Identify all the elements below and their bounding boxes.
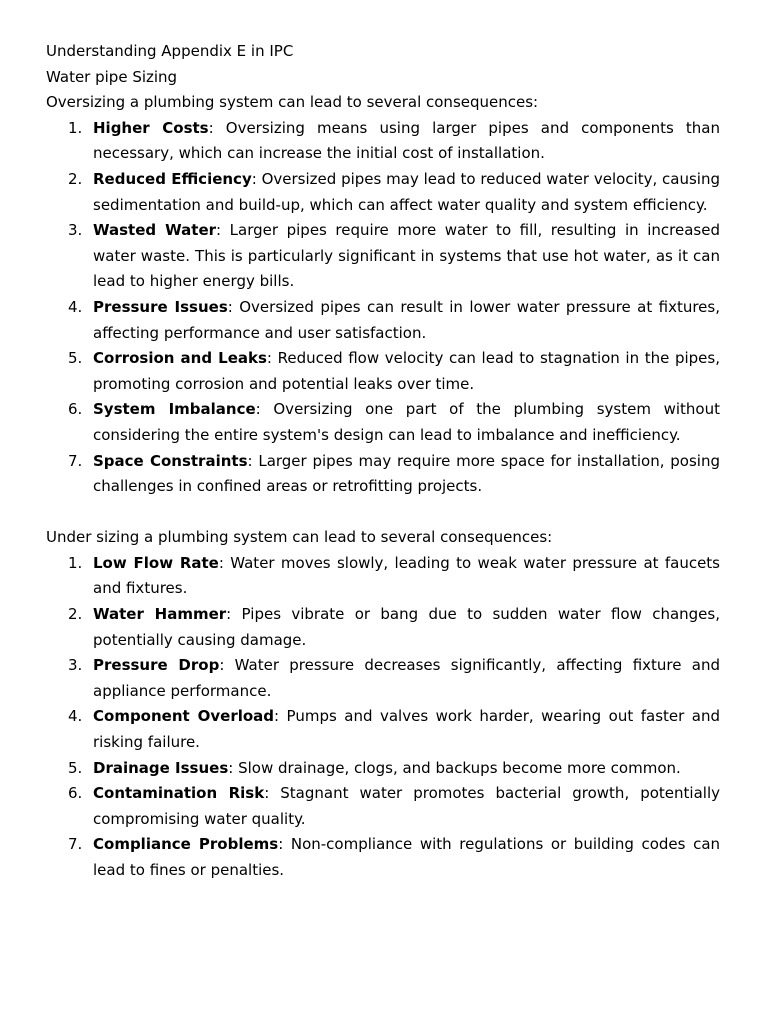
item-number: 6. [68, 784, 83, 803]
item-text: : Oversized pipes can result in lower water pressure at fixtures, affecting performance and user satisfaction. [93, 297, 720, 342]
item-number: 1. [68, 553, 83, 572]
list-item [46, 218, 720, 295]
item-text: : Oversizing one part of the plumbing system without considering the entire system's design can lead to imbalance and inefficiency. [93, 400, 720, 444]
item-term: Space Constraints [93, 451, 248, 470]
item-term: Pressure Drop [93, 656, 220, 675]
list-item [46, 449, 720, 500]
item-text: : Slow drainage, clogs, and backups become more common. [228, 758, 681, 777]
list-item [46, 346, 720, 397]
item-number: 3. [68, 221, 83, 240]
item-term: Low Flow Rate [93, 553, 219, 572]
item-number: 5. [68, 758, 83, 777]
list-item [46, 295, 720, 346]
list-item [46, 781, 720, 832]
item-text: : Pumps and valves work harder, wearing out faster and risking failure. [93, 707, 720, 752]
item-number: 7. [68, 835, 83, 854]
item-term: Contamination Risk [93, 784, 265, 803]
item-term: System Imbalance [93, 400, 256, 419]
list-item [46, 653, 720, 704]
document-title: Understanding Appendix E in IPC [46, 42, 294, 60]
list-item [46, 397, 720, 448]
item-term: Wasted Water [93, 221, 217, 240]
item-number: 7. [68, 451, 83, 470]
item-text: : Reduced flow velocity can lead to stagnation in the pipes, promoting corrosion and potential leaks over time. [93, 349, 720, 393]
item-term: Compliance Problems [93, 835, 279, 854]
undersizing-intro: Under sizing a plumbing system can lead to several consequences: [46, 528, 553, 547]
item-text: : Larger pipes may require more space for installation, posing challenges in confined areas or retrofitting projects. [93, 451, 720, 496]
item-text: : Non-compliance with regulations or building codes can lead to fines or penalties. [93, 835, 721, 879]
item-text: : Pipes vibrate or bang due to sudden water flow changes, potentially causing damage. [93, 605, 720, 649]
item-number: 1. [68, 118, 83, 137]
item-term: Component Overload [93, 707, 275, 726]
item-term: Drainage Issues [93, 758, 229, 777]
item-term: Water Hammer [93, 605, 227, 624]
item-term: Corrosion and Leaks [93, 349, 267, 368]
item-text: : Larger pipes require more water to fill, resulting in increased water waste. This is particularly significant in systems that use hot water, as it can lead to higher energy bills. [93, 221, 720, 291]
item-term: Reduced Efficiency [93, 169, 252, 188]
oversizing-intro: Oversizing a plumbing system can lead to several consequences: [46, 93, 539, 112]
list-item [46, 832, 720, 883]
list-item [46, 704, 720, 755]
item-text: : Stagnant water promotes bacterial growth, potentially compromising water quality. [93, 784, 720, 828]
item-text: : Oversizing means using larger pipes and components than necessary, which can increase the initial cost of installation. [93, 118, 720, 163]
item-number: 3. [68, 656, 83, 675]
undersizing-list [46, 551, 720, 884]
document-page [46, 39, 720, 884]
document-subtitle: Water pipe Sizing [46, 67, 178, 86]
item-number: 2. [68, 605, 83, 624]
section-spacer [46, 500, 720, 526]
item-text: : Water moves slowly, leading to weak water pressure at faucets and fixtures. [93, 553, 720, 598]
list-item [46, 602, 720, 653]
item-number: 4. [68, 707, 83, 726]
list-item [46, 116, 720, 167]
item-text: : Water pressure decreases significantly, affecting fixture and appliance performance. [93, 656, 720, 700]
item-number: 4. [68, 297, 83, 316]
list-item [46, 756, 720, 782]
item-number: 6. [68, 400, 83, 419]
item-term: Higher Costs [93, 118, 209, 137]
item-term: Pressure Issues [93, 297, 228, 316]
oversizing-list [46, 116, 720, 500]
item-number: 5. [68, 349, 83, 368]
list-item [46, 551, 720, 602]
item-text: : Oversized pipes may lead to reduced water velocity, causing sedimentation and build-up, which can affect water quality and system efficiency. [93, 169, 720, 214]
list-item [46, 167, 720, 218]
item-number: 2. [68, 169, 83, 188]
